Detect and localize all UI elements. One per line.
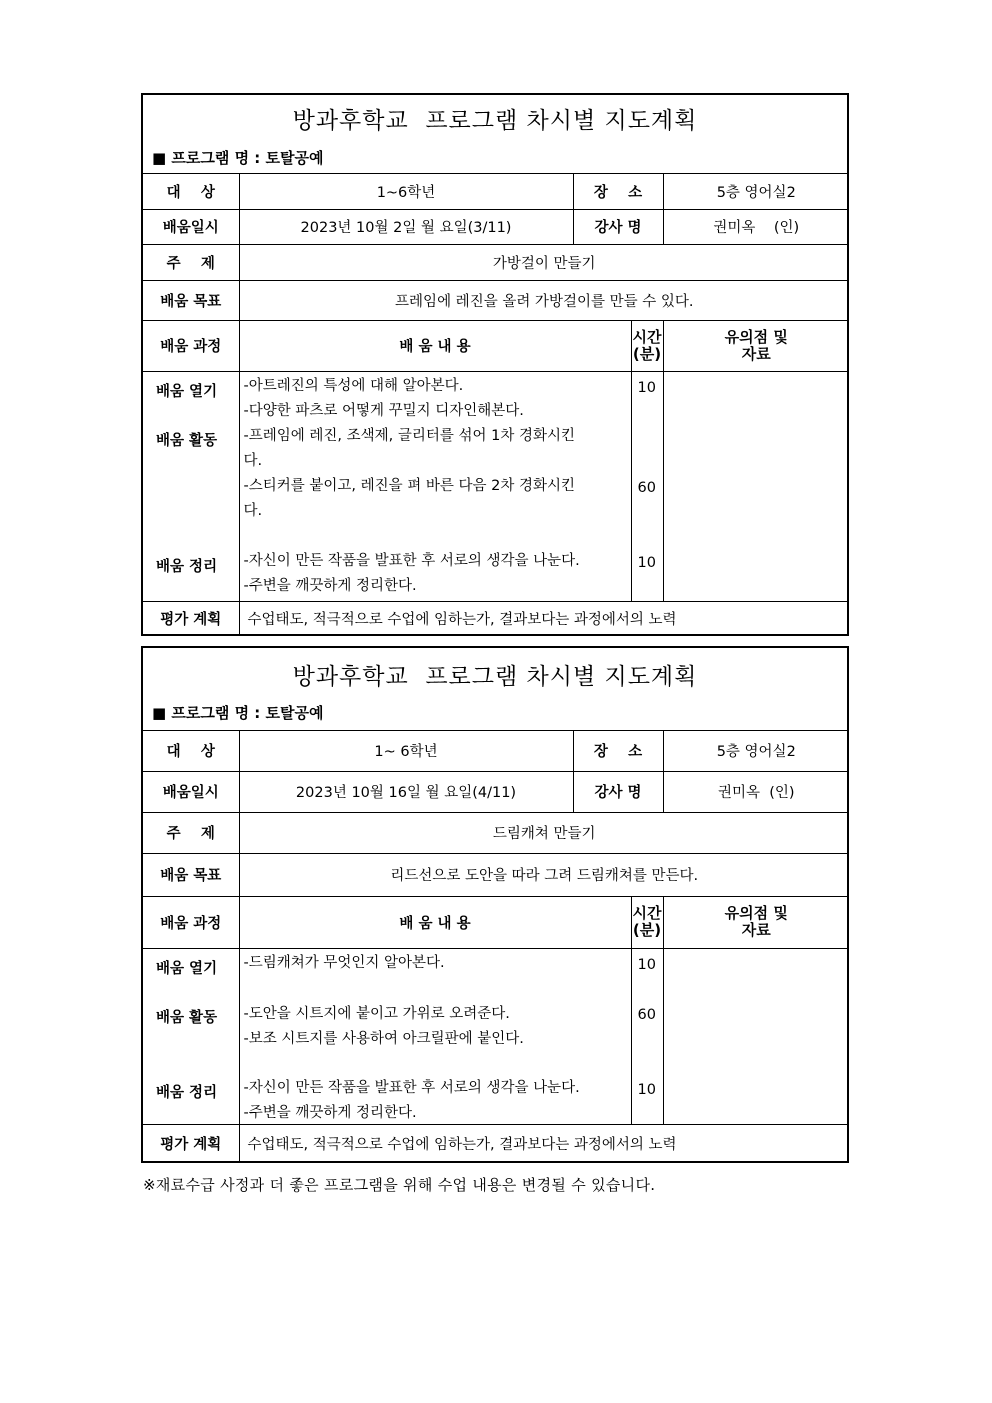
goal-label: 배움 목표 bbox=[143, 853, 239, 896]
content-line: -다양한 파츠로 어떻게 꾸밀지 디자인해본다. bbox=[243, 402, 524, 419]
plan-title: 방과후학교 프로그램 차시별 지도계획 bbox=[292, 108, 698, 134]
content-line: -주변을 깨끗하게 정리한다. bbox=[243, 1104, 417, 1121]
content-line: 다. bbox=[243, 452, 263, 469]
eval-value: 수업태도, 적극적으로 수업에 임하는가, 결과보다는 과정에서의 노력 bbox=[239, 601, 849, 635]
time-column bbox=[631, 948, 663, 1124]
date-label: 배움일시 bbox=[143, 771, 239, 812]
footnote: ※재료수급 사정과 더 좋은 프로그램을 위해 수업 내용은 변경될 수 있습니다. bbox=[143, 1176, 656, 1194]
time-header-line1: 시간 bbox=[632, 904, 662, 922]
phase-activity: 배움 활동 bbox=[156, 1009, 218, 1026]
content-line: -자신이 만든 작품을 발표한 후 서로의 생각을 나눈다. bbox=[243, 552, 580, 569]
eval-label: 평가 계획 bbox=[143, 601, 239, 635]
topic-value: 가방걸이 만들기 bbox=[239, 244, 849, 280]
date-value: 2023년 10월 16일 월 요일(4/11) bbox=[239, 771, 573, 812]
time-column bbox=[631, 371, 663, 601]
place-value: 5층 영어실2 bbox=[663, 731, 849, 771]
time-activity: 60 bbox=[637, 479, 656, 496]
phase-column bbox=[143, 371, 239, 601]
place-label: 장 소 bbox=[573, 731, 663, 771]
place-label: 장 소 bbox=[573, 174, 663, 209]
teacher-label: 강사 명 bbox=[573, 771, 663, 812]
teacher-value: 권미옥 (인) bbox=[663, 771, 849, 812]
plan-table bbox=[143, 174, 849, 635]
goal-value: 리드선으로 도안을 따라 그려 드림캐쳐를 만든다. bbox=[239, 853, 849, 896]
notes-header-line2: 자료 bbox=[741, 921, 771, 939]
process-header: 배움 과정 bbox=[143, 896, 239, 948]
phase-column bbox=[143, 948, 239, 1124]
notes-header-line2: 자료 bbox=[741, 344, 771, 363]
eval-label: 평가 계획 bbox=[143, 1124, 239, 1162]
goal-label: 배움 목표 bbox=[143, 280, 239, 320]
time-activity: 60 bbox=[637, 1006, 656, 1023]
notes-header bbox=[663, 320, 849, 371]
notes-column bbox=[663, 371, 849, 601]
topic-value: 드림캐쳐 만들기 bbox=[239, 812, 849, 853]
time-header-line1: 시간 bbox=[632, 327, 662, 346]
goal-value: 프레임에 레진을 올려 가방걸이를 만들 수 있다. bbox=[239, 280, 849, 320]
content-line: -도안을 시트지에 붙이고 가위로 오려준다. bbox=[243, 1005, 510, 1022]
phase-close: 배움 정리 bbox=[156, 558, 218, 575]
teacher-label: 강사 명 bbox=[573, 209, 663, 244]
content-header: 배 움 내 용 bbox=[239, 320, 631, 371]
plan-table bbox=[143, 731, 849, 1162]
notes-column bbox=[663, 948, 849, 1124]
notes-header-line1: 유의점 및 bbox=[724, 904, 788, 922]
topic-label: 주 제 bbox=[143, 244, 239, 280]
plan-header bbox=[143, 95, 847, 174]
topic-label: 주 제 bbox=[143, 812, 239, 853]
phase-close: 배움 정리 bbox=[156, 1084, 218, 1101]
plan-header bbox=[143, 648, 847, 731]
content-column bbox=[239, 371, 631, 601]
place-value: 5층 영어실2 bbox=[663, 174, 849, 209]
content-line: -주변을 깨끗하게 정리한다. bbox=[243, 577, 417, 594]
date-value: 2023년 10월 2일 월 요일(3/11) bbox=[239, 209, 573, 244]
time-open: 10 bbox=[637, 956, 656, 973]
plan-title: 방과후학교 프로그램 차시별 지도계획 bbox=[292, 664, 698, 690]
phase-open: 배움 열기 bbox=[156, 383, 218, 400]
target-label: 대 상 bbox=[143, 174, 239, 209]
phase-activity: 배움 활동 bbox=[156, 432, 218, 449]
phase-open: 배움 열기 bbox=[156, 960, 218, 977]
target-value: 1~ 6학년 bbox=[239, 731, 573, 771]
date-label: 배움일시 bbox=[143, 209, 239, 244]
notes-header-line1: 유의점 및 bbox=[724, 327, 788, 346]
time-close: 10 bbox=[637, 554, 656, 571]
content-line: -드림캐쳐가 무엇인지 알아본다. bbox=[243, 954, 445, 971]
lesson-plan-2 bbox=[141, 646, 849, 1163]
lesson-plan-1 bbox=[141, 93, 849, 636]
content-line: 다. bbox=[243, 502, 263, 519]
content-line: -보조 시트지를 사용하여 아크릴판에 붙인다. bbox=[243, 1030, 524, 1047]
program-name: ■ 프로그램 명 : 토탈공예 bbox=[152, 704, 324, 722]
content-line: -스티커를 붙이고, 레진을 펴 바른 다음 2차 경화시킨 bbox=[243, 477, 575, 494]
time-header bbox=[631, 896, 663, 948]
notes-header bbox=[663, 896, 849, 948]
teacher-value: 권미옥 (인) bbox=[663, 209, 849, 244]
content-line: -아트레진의 특성에 대해 알아본다. bbox=[243, 377, 464, 394]
content-header: 배 움 내 용 bbox=[239, 896, 631, 948]
eval-value: 수업태도, 적극적으로 수업에 임하는가, 결과보다는 과정에서의 노력 bbox=[239, 1124, 849, 1162]
program-name: ■ 프로그램 명 : 토탈공예 bbox=[152, 149, 324, 167]
content-line: -자신이 만든 작품을 발표한 후 서로의 생각을 나눈다. bbox=[243, 1079, 580, 1096]
time-header bbox=[631, 320, 663, 371]
target-value: 1~6학년 bbox=[239, 174, 573, 209]
content-column bbox=[239, 948, 631, 1124]
target-label: 대 상 bbox=[143, 731, 239, 771]
time-header-line2: (분) bbox=[632, 921, 662, 939]
time-header-line2: (분) bbox=[632, 344, 662, 363]
content-line: -프레임에 레진, 조색제, 글리터를 섞어 1차 경화시킨 bbox=[243, 427, 575, 444]
time-close: 10 bbox=[637, 1081, 656, 1098]
time-open: 10 bbox=[637, 379, 656, 396]
process-header: 배움 과정 bbox=[143, 320, 239, 371]
